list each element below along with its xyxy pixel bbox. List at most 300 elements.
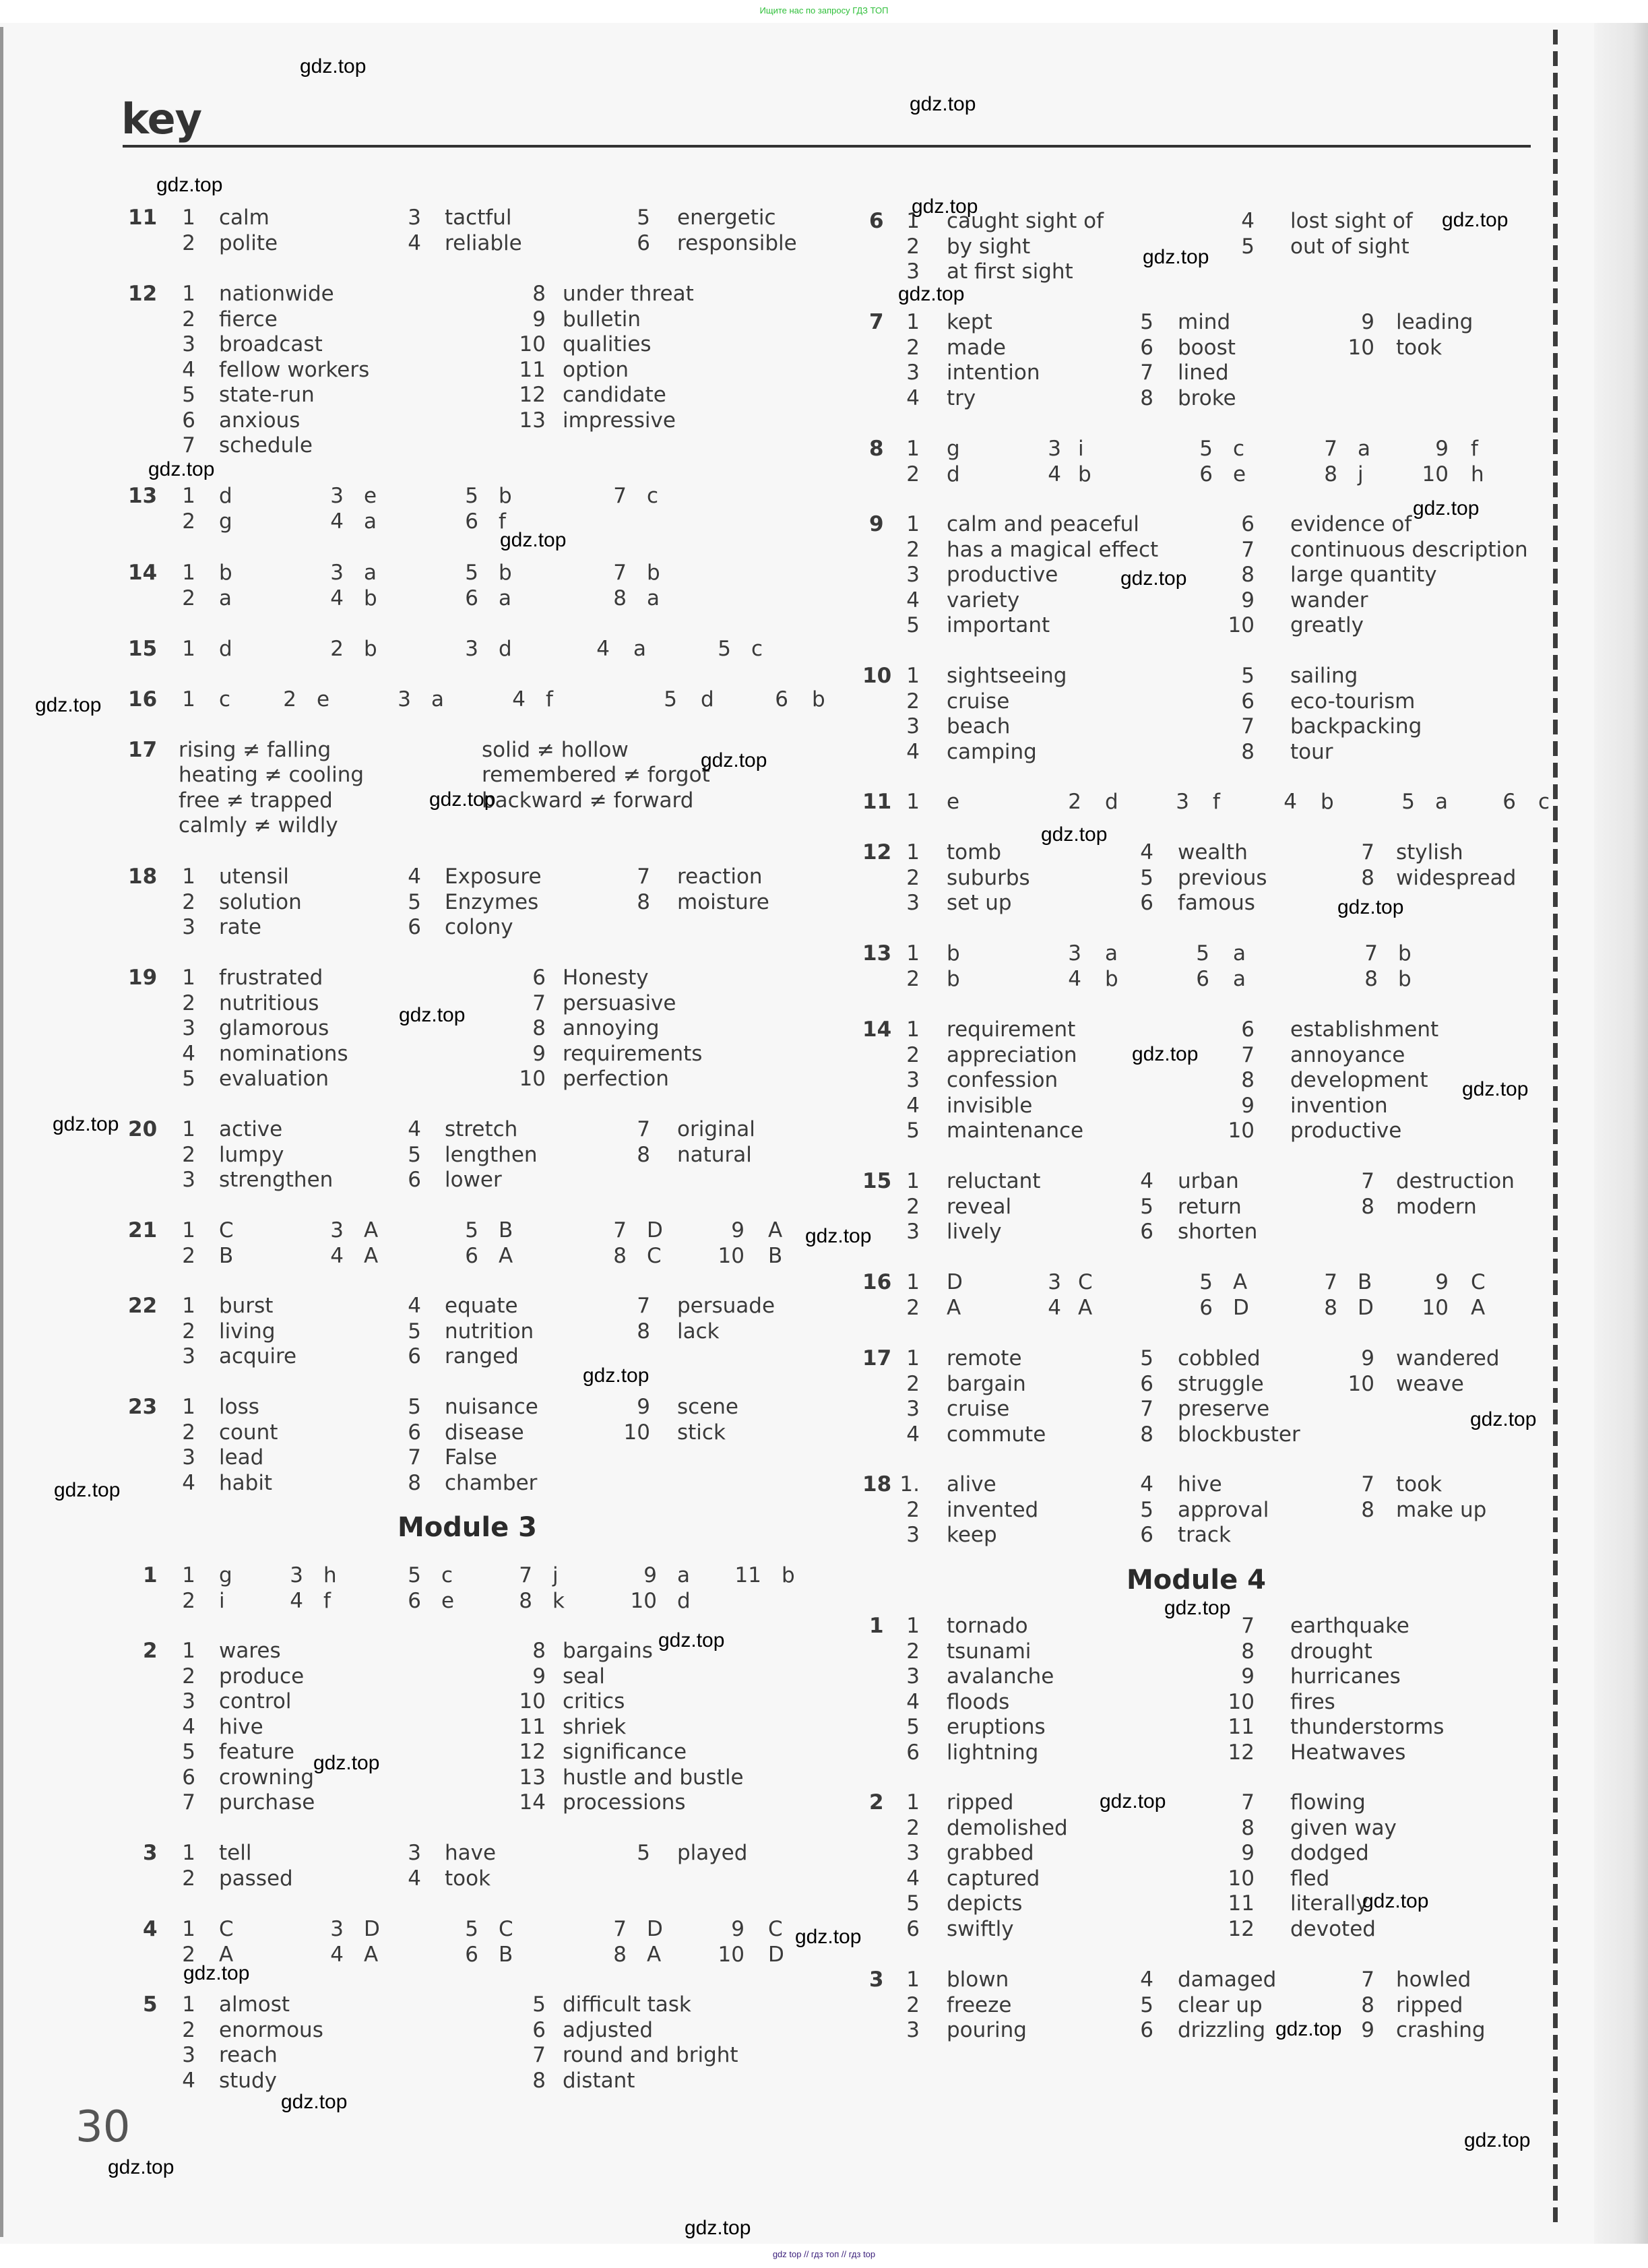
answer-item (1214, 714, 1422, 738)
answer-item (1113, 1422, 1300, 1447)
exercise-number: 6 (869, 209, 884, 233)
item-number: 10 (1228, 613, 1255, 637)
item-answer: tornado (947, 1614, 1028, 1638)
item-number: 10 (519, 1067, 546, 1091)
item-answer: modern (1396, 1194, 1477, 1219)
answer-item (303, 1218, 379, 1242)
item-number: 6 (408, 1588, 421, 1613)
item-answer: try (947, 385, 976, 410)
item-answer: hive (219, 1714, 263, 1739)
item-number: 1 (906, 512, 920, 536)
item-number: 5 (637, 206, 650, 230)
item-answer: C (219, 1917, 234, 1941)
item-answer: made (947, 335, 1006, 360)
item-answer: distant (563, 2068, 635, 2093)
answer-item (1113, 1397, 1270, 1421)
answer-item (155, 1445, 264, 1470)
item-number: 3 (906, 1664, 920, 1689)
item-number: 5 (1199, 437, 1213, 461)
item-answer: critics (563, 1689, 625, 1713)
answer-item (492, 1588, 565, 1613)
item-number: 6 (1140, 891, 1153, 915)
answer-item (1041, 790, 1118, 814)
item-answer: schedule (219, 433, 313, 458)
item-answer: f (499, 509, 506, 534)
answer-item (610, 1319, 720, 1344)
item-answer: swiftly (947, 1916, 1014, 1941)
answer-item (1214, 739, 1333, 764)
answer-item (1172, 1270, 1248, 1294)
answer-item (381, 230, 522, 255)
watermark-text: gdz.top (1442, 209, 1509, 231)
answer-item (879, 462, 960, 486)
answer-item (879, 1068, 1058, 1092)
answer-item (879, 966, 960, 991)
answer-item (155, 915, 261, 939)
item-answer: avalanche (947, 1664, 1054, 1689)
item-number: 5 (465, 1218, 478, 1242)
item-number: 3 (1048, 1270, 1061, 1294)
item-number: 1 (182, 687, 195, 712)
item-number: 9 (1361, 2018, 1374, 2042)
item-number: 5 (465, 484, 478, 508)
answer-item (610, 206, 776, 230)
answer-item (1113, 840, 1248, 864)
watermark-text: gdz.top (108, 2156, 175, 2178)
answer-item (263, 1563, 337, 1587)
answer-item (1021, 462, 1091, 486)
item-number: 4 (182, 357, 195, 382)
answer-item (879, 1639, 1032, 1664)
answer-item (505, 2043, 738, 2067)
item-answer: B (219, 1243, 234, 1268)
item-answer: fierce (219, 307, 278, 332)
item-number: 7 (637, 1117, 650, 1141)
item-answer: confession (947, 1068, 1058, 1092)
item-number: 6 (637, 230, 650, 255)
answer-item (1113, 1523, 1231, 1547)
answer-item (1337, 941, 1412, 966)
answer-item (704, 1942, 784, 1967)
item-answer: persuasive (563, 990, 676, 1015)
answer-item (586, 1218, 663, 1242)
answer-item (505, 1067, 669, 1091)
answer-item (1113, 2018, 1266, 2042)
item-number: 2 (182, 1243, 195, 1268)
watermark-text: gdz.top (429, 788, 496, 811)
answer-item (1374, 790, 1448, 814)
item-number: 6 (1241, 512, 1255, 536)
item-answer: significance (563, 1740, 687, 1764)
item-answer: d (219, 637, 232, 661)
item-number: 5 (1140, 1497, 1153, 1522)
item-answer: lumpy (219, 1142, 284, 1167)
antonym-pair: backward ≠ forward (482, 788, 694, 813)
item-answer: anxious (219, 408, 300, 433)
answer-item (1113, 1472, 1222, 1497)
answer-item (155, 1563, 232, 1587)
item-answer: depicts (947, 1891, 1023, 1916)
item-answer: g (219, 509, 232, 534)
item-number: 2 (182, 1588, 195, 1613)
item-number: 6 (408, 1420, 421, 1445)
item-number: 10 (630, 1588, 657, 1613)
exercise-number: 3 (143, 1841, 158, 1865)
answer-item (505, 1765, 744, 1790)
item-answer: natural (677, 1142, 752, 1167)
item-number: 5 (906, 613, 920, 637)
answer-item (1334, 1472, 1443, 1497)
answer-item (1113, 1194, 1242, 1219)
item-number: 3 (182, 332, 195, 356)
answer-item (381, 1841, 497, 1865)
item-number: 4 (1048, 462, 1061, 486)
item-number: 7 (613, 1218, 627, 1242)
item-answer: d (219, 484, 232, 508)
answer-item (381, 1420, 524, 1445)
item-answer: damaged (1178, 1967, 1277, 1992)
item-answer: c (1233, 437, 1245, 461)
answer-item (381, 1294, 518, 1318)
item-answer: wandered (1396, 1346, 1500, 1371)
answer-item (438, 484, 512, 508)
item-number: 10 (1348, 1371, 1374, 1396)
item-answer: e (1233, 462, 1246, 486)
exercise-number: 17 (862, 1346, 892, 1371)
item-answer: important (947, 613, 1050, 637)
item-answer: responsible (677, 230, 797, 255)
item-number: 6 (1241, 689, 1255, 714)
item-answer: took (445, 1866, 491, 1891)
answer-item (505, 307, 641, 332)
exercise-number: 1 (143, 1563, 158, 1587)
answer-item (1113, 891, 1255, 915)
item-number: 4 (906, 385, 920, 410)
item-number: 2 (906, 1639, 920, 1664)
item-number: 8 (532, 2068, 546, 2093)
item-answer: cobbled (1178, 1346, 1261, 1371)
item-number: 5 (408, 1142, 421, 1167)
item-answer: clear up (1178, 1992, 1263, 2017)
item-answer: almost (219, 1992, 290, 2017)
item-answer: False (445, 1445, 497, 1470)
answer-item (1334, 840, 1463, 864)
item-number: 6 (408, 915, 421, 939)
item-number: 6 (1199, 1295, 1213, 1320)
answer-item (438, 637, 512, 661)
item-answer: a (1358, 437, 1370, 461)
item-number: 3 (1176, 790, 1189, 814)
watermark-text: gdz.top (1100, 1790, 1166, 1813)
answer-item (155, 206, 270, 230)
watermark-text: gdz.top (1470, 1408, 1537, 1430)
answer-item (155, 990, 319, 1015)
item-number: 11 (734, 1563, 761, 1587)
answer-item (879, 1967, 1009, 1992)
item-number: 9 (1241, 588, 1255, 612)
answer-item (155, 357, 370, 382)
item-answer: lost sight of (1290, 209, 1413, 233)
item-answer: living (219, 1319, 276, 1344)
answer-item (505, 357, 629, 382)
item-answer: utensil (219, 864, 289, 889)
answer-item (371, 687, 444, 712)
exercise-number: 5 (143, 1992, 158, 2017)
item-number: 7 (408, 1445, 421, 1470)
item-number: 2 (182, 230, 195, 255)
item-answer: b (1398, 966, 1412, 991)
item-number: 6 (408, 1344, 421, 1368)
exercise-number: 14 (128, 561, 158, 585)
item-number: 2 (906, 1295, 920, 1320)
item-number: 9 (532, 1041, 546, 1066)
item-answer: i (219, 1588, 225, 1613)
item-number: 3 (182, 1168, 195, 1192)
item-answer: nuisance (445, 1395, 538, 1419)
answer-item (155, 687, 231, 712)
item-answer: A (947, 1295, 961, 1320)
answer-item (155, 1142, 284, 1167)
item-number: 8 (1241, 1639, 1255, 1664)
answer-item (155, 966, 323, 990)
item-answer: c (219, 687, 231, 712)
item-answer: sightseeing (947, 664, 1067, 688)
answer-item (1214, 1689, 1335, 1714)
answer-item (303, 509, 377, 534)
answer-item (879, 1017, 1076, 1042)
item-answer: A (1078, 1295, 1093, 1320)
item-number: 1 (906, 209, 920, 233)
watermark-text: gdz.top (156, 174, 223, 196)
item-answer: a (677, 1563, 690, 1587)
answer-item (879, 259, 1073, 284)
item-number: 5 (408, 1395, 421, 1419)
answer-item (381, 1344, 519, 1368)
item-number: 4 (906, 1093, 920, 1118)
answer-item (1334, 1967, 1471, 1992)
page-gutter-shade (1594, 23, 1648, 2244)
item-answer: mind (1178, 310, 1231, 334)
item-answer: eco-tourism (1290, 689, 1416, 714)
answer-item (1334, 1497, 1487, 1522)
exercise-number: 11 (128, 206, 158, 230)
item-answer: cruise (947, 689, 1010, 714)
answer-item (879, 1866, 1040, 1891)
item-number: 1 (182, 1992, 195, 2017)
answer-item (155, 1117, 283, 1141)
answer-item (879, 360, 1040, 385)
watermark-text: gdz.top (583, 1364, 649, 1387)
antonym-pair: calmly ≠ wildly (179, 813, 338, 838)
answer-item (381, 1866, 491, 1891)
item-answer: a (1105, 941, 1118, 966)
item-number: 9 (1241, 1841, 1255, 1865)
item-answer: h (323, 1563, 337, 1587)
item-number: 6 (1140, 1220, 1153, 1244)
item-answer: earthquake (1290, 1614, 1409, 1638)
item-number: 4 (906, 588, 920, 612)
item-answer: stick (677, 1420, 726, 1445)
exercise-number: 18 (862, 1472, 892, 1497)
answer-item (1408, 1270, 1486, 1294)
answer-item (704, 1917, 783, 1941)
item-number: 1 (906, 941, 920, 966)
answer-item (610, 230, 797, 255)
item-number: 4 (1140, 1967, 1153, 1992)
answer-item (879, 1715, 1046, 1739)
item-number: 2 (906, 865, 920, 890)
item-answer: polite (219, 230, 278, 255)
item-answer: tell (219, 1841, 252, 1865)
item-answer: perfection (563, 1067, 669, 1091)
item-number: 5 (465, 561, 478, 585)
answer-item (381, 864, 542, 889)
exercise-number: 10 (862, 664, 892, 688)
item-number: 3 (906, 891, 920, 915)
exercise-number: 13 (862, 941, 892, 966)
item-answer: wares (219, 1639, 281, 1663)
item-number: 10 (623, 1420, 650, 1445)
item-answer: literally (1290, 1891, 1368, 1916)
answer-item (1297, 1295, 1374, 1320)
item-answer: e (364, 484, 377, 508)
answer-item (155, 1841, 252, 1865)
exercise-number: 14 (862, 1017, 892, 1042)
item-number: 6 (1196, 966, 1209, 991)
item-number: 5 (408, 889, 421, 914)
item-answer: invisible (947, 1093, 1033, 1118)
item-answer: b (364, 637, 377, 661)
watermark-text: gdz.top (183, 1962, 250, 1984)
item-number: 10 (519, 332, 546, 356)
answer-item (1021, 437, 1084, 461)
watermark-text: gdz.top (281, 2091, 348, 2113)
answer-item (569, 637, 646, 661)
item-number: 12 (1228, 1740, 1255, 1765)
item-number: 1 (906, 1790, 920, 1815)
item-number: 1 (182, 1917, 195, 1941)
exercise-number: 16 (128, 687, 158, 712)
item-number: 8 (1324, 1295, 1337, 1320)
item-number: 8 (1324, 462, 1337, 486)
item-number: 10 (519, 1689, 546, 1713)
item-answer: track (1178, 1523, 1231, 1547)
answer-item (586, 484, 659, 508)
answer-item (1297, 1270, 1372, 1294)
item-answer: C (647, 1243, 662, 1268)
item-answer: hive (1178, 1472, 1222, 1497)
answer-item (381, 1395, 538, 1419)
item-number: 10 (1228, 1119, 1255, 1143)
item-answer: return (1178, 1194, 1242, 1219)
item-answer: ripped (947, 1790, 1014, 1815)
answer-item (155, 637, 232, 661)
item-answer: study (219, 2068, 277, 2093)
answer-item (721, 1563, 795, 1587)
item-number: 4 (1068, 966, 1081, 991)
item-answer: evaluation (219, 1067, 329, 1091)
answer-item (879, 1220, 1002, 1244)
item-answer: e (441, 1588, 455, 1613)
item-number: 6 (182, 1765, 195, 1790)
item-answer: b (219, 561, 232, 585)
item-number: 5 (1401, 790, 1415, 814)
answer-item (505, 2017, 653, 2042)
item-number: 14 (519, 1790, 546, 1815)
item-number: 3 (182, 915, 195, 939)
item-answer: D (364, 1917, 380, 1941)
item-number: 2 (182, 1319, 195, 1344)
item-answer: loss (219, 1395, 259, 1419)
exercise-number: 12 (862, 840, 892, 864)
item-number: 2 (906, 1815, 920, 1840)
answer-item (381, 1470, 538, 1495)
answer-item (438, 1243, 513, 1268)
item-number: 1 (182, 1395, 195, 1419)
answer-item (1337, 966, 1412, 991)
exercise-number: 19 (128, 966, 158, 990)
item-number: 4 (512, 687, 526, 712)
answer-item (505, 1016, 660, 1040)
item-answer: broadcast (219, 332, 323, 356)
answer-item (256, 687, 330, 712)
item-number: 3 (290, 1563, 303, 1587)
item-answer: C (219, 1218, 234, 1242)
answer-item (879, 790, 960, 814)
item-answer: strengthen (219, 1168, 334, 1192)
item-answer: original (677, 1117, 755, 1141)
answer-item (1214, 1119, 1402, 1143)
answer-item (1169, 966, 1246, 991)
item-answer: bargain (947, 1371, 1026, 1396)
item-answer: glamorous (219, 1016, 329, 1040)
exercise-number: 21 (128, 1218, 158, 1242)
item-number: 9 (1435, 437, 1449, 461)
watermark-text: gdz.top (1464, 2129, 1531, 2151)
answer-item (879, 1194, 1012, 1219)
item-answer: calm and peaceful (947, 512, 1139, 536)
item-number: 4 (330, 586, 344, 610)
item-answer: calm (219, 206, 270, 230)
item-answer: processions (563, 1790, 686, 1815)
item-answer: b (499, 561, 512, 585)
item-answer: large quantity (1290, 563, 1437, 587)
item-answer: reluctant (947, 1169, 1041, 1193)
answer-item (879, 1119, 1084, 1143)
item-answer: beach (947, 714, 1011, 738)
exercise-number: 2 (869, 1790, 884, 1815)
item-answer: b (647, 561, 660, 585)
answer-item (748, 687, 825, 712)
item-number: 5 (664, 687, 677, 712)
item-number: 2 (906, 1497, 920, 1522)
item-number: 7 (1361, 1169, 1374, 1193)
answer-item (155, 1319, 276, 1344)
answer-item (879, 613, 1050, 637)
antonym-pair: heating ≠ cooling (179, 763, 365, 787)
item-number: 1 (182, 864, 195, 889)
answer-item (879, 1841, 1034, 1865)
answer-item (505, 1689, 625, 1713)
answer-item (438, 1218, 513, 1242)
answer-item (1334, 335, 1443, 360)
watermark-text: gdz.top (1362, 1890, 1429, 1912)
answer-item (610, 1142, 752, 1167)
item-answer: tour (1290, 739, 1333, 764)
item-answer: lively (947, 1220, 1002, 1244)
top-banner: Ищите нас по запросу ГДЗ ТОП (759, 5, 889, 15)
item-answer: candidate (563, 383, 666, 407)
